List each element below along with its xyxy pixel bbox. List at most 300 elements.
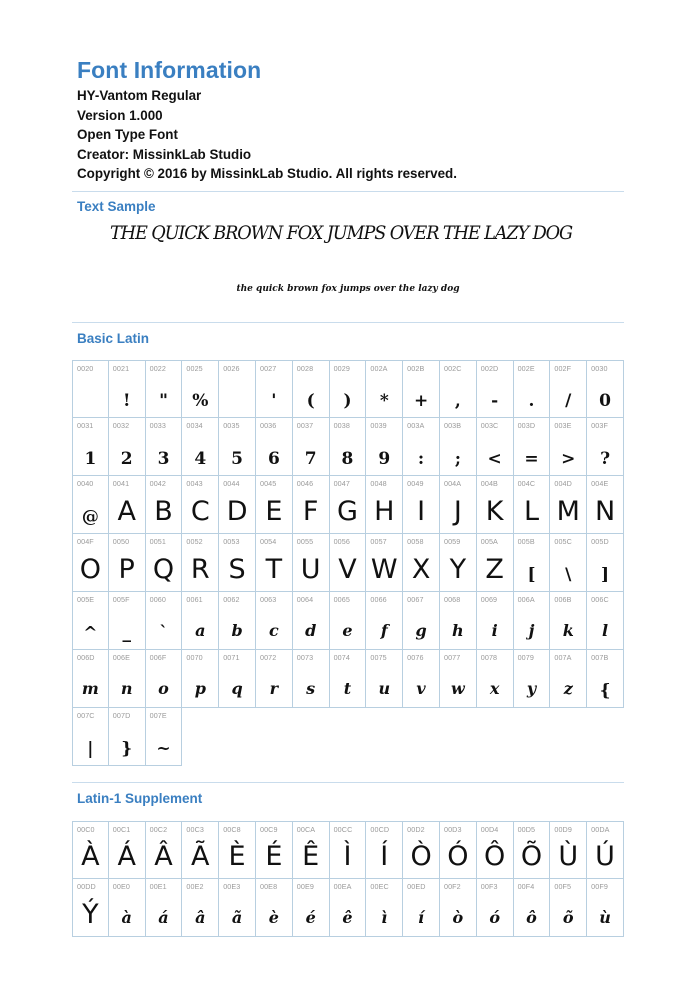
codepoint-label: 0021 (112, 364, 130, 373)
glyph-cell (256, 476, 293, 534)
glyph-preview: Y (449, 554, 467, 585)
glyph-preview: ~ (156, 739, 171, 759)
glyph-preview: U (300, 554, 321, 585)
glyph-cell (146, 360, 183, 418)
glyph-preview: è (268, 908, 279, 927)
glyph-preview: ` (159, 623, 168, 643)
glyph-preview: - (491, 391, 499, 411)
glyph-cell (587, 360, 624, 418)
glyph-preview: í (418, 908, 425, 927)
codepoint-label: 0057 (370, 537, 387, 546)
glyph-preview: ò (452, 908, 464, 927)
glyph-preview: Ù (558, 841, 579, 872)
codepoint-label: 0071 (223, 653, 240, 662)
codepoint-label: 0064 (296, 595, 314, 604)
glyph-preview: F (302, 496, 319, 527)
codepoint-label: 00C9 (259, 825, 278, 834)
sample-uppercase: THE QUICK BROWN FOX JUMPS OVER THE LAZY DOG (110, 222, 573, 244)
codepoint-label: 00E1 (149, 882, 167, 891)
glyph-preview: \ (565, 565, 572, 585)
glyph-cell (587, 476, 624, 534)
codepoint-label: 0036 (259, 421, 277, 430)
glyph-preview: A (117, 496, 136, 527)
glyph-cell (550, 476, 587, 534)
font-version: Version 1.000 (77, 107, 163, 123)
codepoint-label: 005B (517, 537, 535, 546)
codepoint-label: 0041 (112, 479, 130, 488)
codepoint-label: 0065 (333, 595, 350, 604)
glyph-preview: J (453, 496, 462, 527)
glyph-cell (219, 821, 256, 879)
codepoint-label: 0062 (223, 595, 240, 604)
codepoint-label: 0069 (480, 595, 498, 604)
glyph-preview: Ó (447, 841, 469, 872)
glyph-cell (109, 821, 146, 879)
glyph-preview: b (231, 621, 243, 640)
glyph-preview: % (192, 391, 209, 411)
glyph-preview: à (121, 908, 132, 927)
glyph-cell (477, 650, 514, 708)
glyph-cell (550, 534, 587, 592)
glyph-preview: â (195, 908, 206, 927)
glyph-preview: P (118, 554, 135, 585)
codepoint-label: 0079 (517, 653, 534, 662)
glyph-preview: s (306, 679, 316, 698)
codepoint-label: 007D (112, 711, 131, 720)
codepoint-label: 0037 (296, 421, 314, 430)
glyph-cell (440, 534, 477, 592)
codepoint-label: 003C (480, 421, 499, 430)
glyph-cell (256, 821, 293, 879)
glyph-preview: , (454, 391, 461, 411)
glyph-cell (366, 418, 403, 476)
glyph-cell (550, 592, 587, 650)
codepoint-label: 00C0 (77, 825, 95, 834)
glyph-cell (440, 879, 477, 937)
codepoint-label: 002E (517, 364, 535, 373)
glyph-cell (403, 821, 440, 879)
codepoint-label: 0032 (112, 421, 130, 430)
codepoint-label: 00E0 (112, 882, 130, 891)
glyph-cell (219, 592, 256, 650)
glyph-preview: " (159, 391, 168, 411)
codepoint-label: 006D (77, 653, 95, 662)
codepoint-label: 0058 (407, 537, 424, 546)
codepoint-label: 0070 (186, 653, 203, 662)
glyph-cell (72, 821, 109, 879)
glyph-preview: i (491, 621, 498, 640)
glyph-preview: Õ (520, 841, 543, 872)
glyph-preview: o (158, 679, 169, 698)
glyph-preview: + (413, 391, 429, 411)
glyph-preview: X (411, 554, 431, 585)
glyph-preview: k (562, 621, 574, 640)
codepoint-label: 0067 (407, 595, 424, 604)
glyph-cell (146, 879, 183, 937)
glyph-preview: p (194, 679, 206, 698)
glyph-cell (109, 650, 146, 708)
codepoint-label: 0033 (149, 421, 166, 430)
page-title: Font Information (77, 57, 262, 83)
codepoint-label: 00C3 (186, 825, 204, 834)
codepoint-label: 004E (591, 479, 609, 488)
glyph-cell (146, 650, 183, 708)
glyph-preview: 9 (378, 449, 391, 469)
glyph-cell (403, 592, 440, 650)
glyph-cell (514, 650, 551, 708)
glyph-preview: V (338, 554, 357, 585)
glyph-cell (366, 476, 403, 534)
codepoint-label: 003F (591, 421, 608, 430)
codepoint-label: 0078 (480, 653, 498, 662)
glyph-preview: L (523, 496, 539, 527)
glyph-preview: _ (122, 623, 131, 643)
codepoint-label: 006C (591, 595, 609, 604)
glyph-cell (72, 708, 109, 766)
codepoint-label: 002C (443, 364, 462, 373)
glyph-cell (587, 879, 624, 937)
glyph-preview: É (265, 841, 283, 872)
codepoint-label: 003B (443, 421, 462, 430)
glyph-cell (403, 476, 440, 534)
glyph-cell (330, 360, 367, 418)
glyph-preview: ; (454, 449, 461, 469)
glyph-preview: f (380, 621, 388, 640)
codepoint-label: 0061 (186, 595, 203, 604)
glyph-preview: H (374, 496, 395, 527)
glyph-preview: G (337, 496, 358, 527)
glyph-cell (72, 476, 109, 534)
codepoint-label: 007A (554, 653, 572, 662)
glyph-preview: Z (485, 554, 504, 585)
glyph-preview: 8 (341, 449, 354, 469)
glyph-cell (403, 879, 440, 937)
codepoint-label: 003E (554, 421, 572, 430)
glyph-cell (514, 534, 551, 592)
codepoint-label: 0022 (149, 364, 166, 373)
glyph-cell (477, 821, 514, 879)
glyph-preview: / (565, 391, 572, 411)
glyph-cell (514, 821, 551, 879)
codepoint-label: 004B (480, 479, 498, 488)
codepoint-label: 0029 (333, 364, 350, 373)
codepoint-label: 0072 (259, 653, 277, 662)
glyph-cell (477, 418, 514, 476)
glyph-cell (256, 360, 293, 418)
glyph-preview: t (343, 679, 352, 698)
glyph-preview: ? (600, 449, 611, 469)
codepoint-label: 00CC (333, 825, 353, 834)
codepoint-label: 00D3 (443, 825, 462, 834)
codepoint-label: 004D (554, 479, 572, 488)
glyph-cell (403, 418, 440, 476)
glyph-cell (403, 650, 440, 708)
latin-1-grid (72, 821, 624, 937)
glyph-cell (72, 592, 109, 650)
codepoint-label: 00ED (407, 882, 426, 891)
codepoint-label: 0043 (186, 479, 203, 488)
glyph-preview: È (228, 841, 246, 872)
codepoint-label: 005A (480, 537, 498, 546)
codepoint-label: 006E (112, 653, 130, 662)
glyph-cell (330, 592, 367, 650)
glyph-cell (182, 821, 219, 879)
codepoint-label: 007B (591, 653, 609, 662)
codepoint-label: 00DA (591, 825, 610, 834)
codepoint-label: 0076 (407, 653, 424, 662)
glyph-preview: Â (154, 841, 173, 872)
glyph-preview: ô (526, 908, 537, 927)
glyph-preview: Ì (343, 841, 352, 872)
glyph-cell (182, 650, 219, 708)
codepoint-label: 0052 (186, 537, 203, 546)
codepoint-label: 00D5 (517, 825, 536, 834)
glyph-preview: ê (342, 908, 353, 927)
glyph-preview: ì (381, 908, 388, 927)
glyph-preview: õ (562, 908, 574, 927)
glyph-preview: Í (380, 841, 389, 872)
glyph-preview: D (226, 496, 248, 527)
codepoint-label: 00EC (370, 882, 389, 891)
codepoint-label: 0056 (333, 537, 350, 546)
codepoint-label: 0031 (77, 421, 94, 430)
glyph-preview: Á (117, 841, 136, 872)
codepoint-label: 0038 (333, 421, 350, 430)
glyph-preview: d (305, 621, 317, 640)
glyph-cell (514, 476, 551, 534)
glyph-preview: E (265, 496, 283, 527)
glyph-preview: ù (599, 908, 611, 927)
glyph-preview: 6 (267, 449, 280, 469)
glyph-preview: Ò (410, 841, 432, 872)
glyph-cell (109, 708, 146, 766)
codepoint-label: 0053 (223, 537, 240, 546)
glyph-preview: T (265, 554, 283, 585)
glyph-cell (146, 708, 183, 766)
glyph-cell (72, 534, 109, 592)
codepoint-label: 0044 (223, 479, 240, 488)
font-info (77, 86, 457, 184)
codepoint-label: 0042 (149, 479, 166, 488)
codepoint-label: 005D (591, 537, 609, 546)
codepoint-label: 00DD (77, 882, 96, 891)
glyph-cell (366, 879, 403, 937)
codepoint-label: 0035 (223, 421, 240, 430)
glyph-preview: ó (489, 908, 500, 927)
glyph-cell (109, 476, 146, 534)
glyph-cell (256, 650, 293, 708)
glyph-cell (182, 476, 219, 534)
glyph-cell (440, 360, 477, 418)
glyph-cell (514, 592, 551, 650)
codepoint-label: 00F4 (517, 882, 535, 891)
font-copyright: Copyright © 2016 by MissinkLab Studio. All rights reserved. (77, 166, 457, 181)
glyph-preview: z (563, 679, 573, 698)
codepoint-label: 0028 (296, 364, 314, 373)
glyph-preview: a (195, 621, 206, 640)
glyph-cell (219, 418, 256, 476)
glyph-cell (109, 534, 146, 592)
codepoint-label: 003D (517, 421, 536, 430)
glyph-preview: Ô (484, 841, 506, 872)
codepoint-label: 0074 (333, 653, 350, 662)
glyph-preview: : (417, 449, 425, 469)
codepoint-label: 002B (407, 364, 425, 373)
codepoint-label: 0051 (149, 537, 166, 546)
glyph-preview: ! (122, 391, 131, 411)
glyph-cell (72, 879, 109, 937)
codepoint-label: 003A (407, 421, 425, 430)
glyph-cell (366, 821, 403, 879)
codepoint-label: 00C2 (149, 825, 168, 834)
glyph-cell (330, 418, 367, 476)
codepoint-label: 0049 (407, 479, 424, 488)
font-name: HY-Vantom Regular (77, 88, 202, 103)
divider (72, 322, 624, 323)
glyph-cell (366, 650, 403, 708)
codepoint-label: 006A (517, 595, 535, 604)
glyph-cell (293, 650, 330, 708)
glyph-cell (256, 418, 293, 476)
glyph-preview: g (415, 621, 427, 640)
glyph-preview: l (602, 621, 609, 640)
glyph-cell (182, 592, 219, 650)
glyph-cell (146, 821, 183, 879)
glyph-preview: C (190, 496, 210, 527)
glyph-preview: À (81, 841, 100, 872)
codepoint-label: 0075 (370, 653, 387, 662)
glyph-preview: I (417, 496, 426, 527)
glyph-preview: W (370, 554, 398, 585)
codepoint-label: 00F2 (443, 882, 461, 891)
codepoint-label: 004F (77, 537, 94, 546)
glyph-cell (219, 650, 256, 708)
glyph-cell (109, 592, 146, 650)
codepoint-label: 0040 (77, 479, 94, 488)
codepoint-label: 00E3 (223, 882, 241, 891)
glyph-cell (219, 476, 256, 534)
glyph-preview: O (79, 554, 102, 585)
codepoint-label: 00E2 (186, 882, 204, 891)
glyph-cell (293, 821, 330, 879)
glyph-cell (477, 360, 514, 418)
codepoint-label: 0060 (149, 595, 166, 604)
glyph-preview: Ê (302, 841, 320, 872)
glyph-preview: ^ (83, 623, 98, 643)
glyph-cell (182, 534, 219, 592)
codepoint-label: 0050 (112, 537, 130, 546)
glyph-preview: 0 (599, 391, 611, 411)
codepoint-label: 00F3 (480, 882, 498, 891)
glyph-preview: j (528, 621, 535, 640)
glyph-cell (293, 360, 330, 418)
codepoint-label: 0048 (370, 479, 387, 488)
glyph-preview: ' (271, 391, 277, 411)
glyph-cell (587, 534, 624, 592)
glyph-cell (293, 879, 330, 937)
codepoint-label: 007C (77, 711, 95, 720)
glyph-preview: * (379, 391, 389, 411)
codepoint-label: 006F (149, 653, 167, 662)
divider (72, 782, 624, 783)
codepoint-label: 004C (517, 479, 536, 488)
codepoint-label: 0046 (296, 479, 314, 488)
glyph-cell (293, 534, 330, 592)
codepoint-label: 002A (370, 364, 388, 373)
glyph-cell (293, 592, 330, 650)
glyph-cell (366, 592, 403, 650)
glyph-cell (366, 360, 403, 418)
glyph-preview: { (599, 681, 611, 701)
glyph-cell (550, 360, 587, 418)
codepoint-label: 0034 (186, 421, 203, 430)
glyph-preview: R (190, 554, 210, 585)
glyph-preview: Ý (82, 899, 99, 930)
glyph-cell (146, 592, 183, 650)
codepoint-label: 005E (77, 595, 95, 604)
codepoint-label: 0066 (370, 595, 387, 604)
glyph-preview: @ (81, 507, 99, 527)
codepoint-label: 005C (554, 537, 572, 546)
glyph-cell (219, 360, 256, 418)
glyph-cell (440, 592, 477, 650)
glyph-cell (514, 360, 551, 418)
glyph-preview: | (87, 739, 94, 759)
codepoint-label: 0077 (443, 653, 461, 662)
glyph-preview: u (378, 679, 391, 698)
glyph-preview: 4 (194, 449, 207, 469)
section-heading-basic-latin: Basic Latin (77, 331, 150, 346)
codepoint-label: 0020 (77, 364, 94, 373)
glyph-preview: ] (601, 565, 610, 585)
glyph-cell (477, 534, 514, 592)
glyph-preview: y (526, 679, 537, 698)
glyph-preview: Ã (191, 841, 210, 872)
glyph-cell (550, 650, 587, 708)
codepoint-label: 006B (554, 595, 572, 604)
codepoint-label: 00CD (370, 825, 390, 834)
glyph-cell (330, 821, 367, 879)
glyph-preview: q (231, 679, 243, 698)
glyph-preview: Ú (595, 841, 615, 872)
glyph-cell (550, 821, 587, 879)
section-heading-text-sample: Text Sample (77, 199, 156, 214)
glyph-cell (440, 418, 477, 476)
glyph-preview: B (154, 496, 173, 527)
glyph-preview: c (269, 621, 279, 640)
codepoint-label: 00D4 (480, 825, 499, 834)
codepoint-label: 0068 (443, 595, 461, 604)
codepoint-label: 0027 (259, 364, 277, 373)
glyph-preview: 2 (120, 449, 133, 469)
glyph-cell (477, 476, 514, 534)
codepoint-label: 0055 (296, 537, 314, 546)
glyph-preview: é (305, 908, 316, 927)
codepoint-label: 002F (554, 364, 572, 373)
glyph-cell (403, 534, 440, 592)
codepoint-label: 0045 (259, 479, 277, 488)
glyph-preview: [ (527, 565, 536, 585)
glyph-cell (550, 418, 587, 476)
glyph-cell (587, 650, 624, 708)
codepoint-label: 00E9 (296, 882, 314, 891)
section-heading-latin-1: Latin-1 Supplement (77, 791, 203, 806)
glyph-cell (72, 650, 109, 708)
glyph-cell (477, 592, 514, 650)
glyph-cell (256, 879, 293, 937)
glyph-preview: > (561, 449, 576, 469)
glyph-cell (182, 879, 219, 937)
